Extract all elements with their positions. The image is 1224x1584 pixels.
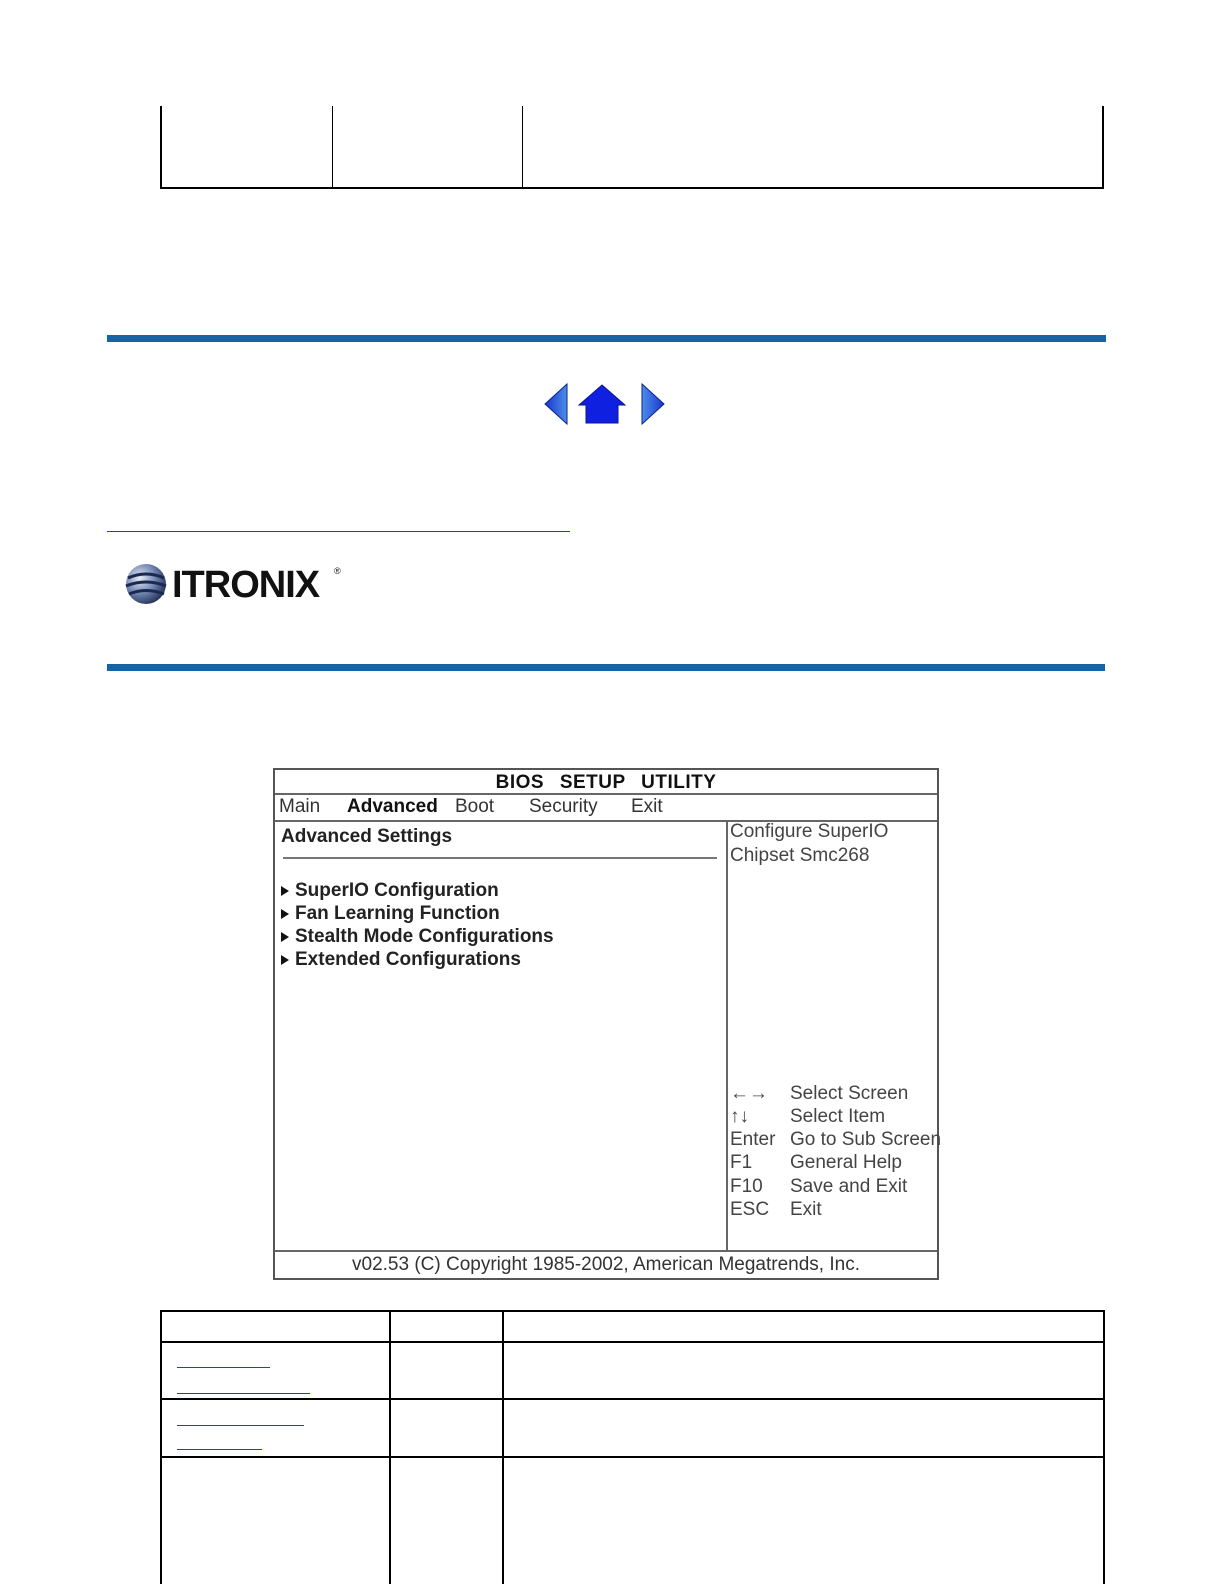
previous-page-button[interactable] xyxy=(543,383,569,425)
logo-wordmark: ITRONIX xyxy=(172,564,320,606)
help-text-line: Configure SuperIO xyxy=(730,821,889,842)
menu-main[interactable]: Main xyxy=(279,796,321,817)
top-table-fragment xyxy=(160,106,1104,189)
item-extended-configurations[interactable] xyxy=(281,949,521,971)
itronix-logo xyxy=(124,560,354,608)
key-description: Exit xyxy=(790,1199,822,1220)
panel-divider xyxy=(726,820,728,1250)
key-label: Enter xyxy=(730,1129,776,1150)
table-border xyxy=(160,1310,162,1584)
table-column-divider xyxy=(332,106,333,187)
home-button[interactable] xyxy=(578,384,626,424)
section-title: Advanced Settings xyxy=(281,826,453,847)
arrow-right-icon xyxy=(640,383,666,425)
menu-advanced[interactable]: Advanced xyxy=(347,796,438,817)
section-rule xyxy=(283,857,717,859)
home-icon xyxy=(578,384,626,424)
item-fan-learning-function[interactable] xyxy=(281,903,500,925)
submenu-arrow-icon xyxy=(281,909,289,919)
divider xyxy=(275,793,937,795)
key-label: ESC xyxy=(730,1199,770,1220)
divider xyxy=(275,1250,937,1252)
table-border xyxy=(502,1310,504,1584)
key-label: ↑↓ xyxy=(730,1106,749,1127)
key-description: Go to Sub Screen xyxy=(790,1129,942,1150)
key-description: General Help xyxy=(790,1152,902,1173)
item-superio-configuration[interactable] xyxy=(281,880,499,902)
menu-exit[interactable]: Exit xyxy=(631,796,663,817)
table-border xyxy=(1103,1310,1105,1584)
submenu-arrow-icon xyxy=(281,932,289,942)
item-label: SuperIO Configuration xyxy=(295,880,499,901)
header-rule xyxy=(107,335,1106,342)
help-text-line: Chipset Smc268 xyxy=(730,845,870,866)
item-label: Stealth Mode Configurations xyxy=(295,926,554,947)
submenu-arrow-icon xyxy=(281,955,289,965)
table-border xyxy=(160,1310,1105,1312)
arrow-left-icon xyxy=(543,383,569,425)
next-page-button[interactable] xyxy=(640,383,666,425)
item-stealth-mode-configurations[interactable] xyxy=(281,926,554,948)
table-column-divider xyxy=(522,106,523,187)
item-label: Extended Configurations xyxy=(295,949,521,970)
menu-boot[interactable]: Boot xyxy=(455,796,495,817)
key-description: Select Screen xyxy=(790,1083,909,1104)
globe-icon xyxy=(124,560,172,608)
key-description: Select Item xyxy=(790,1106,886,1127)
header-link[interactable] xyxy=(107,531,570,532)
menu-security[interactable]: Security xyxy=(529,796,598,817)
table-row-link[interactable] xyxy=(177,1393,310,1394)
settings-table xyxy=(160,1310,1105,1584)
table-border xyxy=(389,1310,391,1584)
bios-setup-screenshot xyxy=(273,768,942,1280)
table-border xyxy=(160,1398,1105,1400)
key-label: F10 xyxy=(730,1176,763,1197)
table-row-link[interactable] xyxy=(177,1449,262,1450)
table-border xyxy=(160,1456,1105,1458)
table-border xyxy=(160,1341,1105,1343)
header-rule-bottom xyxy=(107,664,1105,671)
key-label: ←→ xyxy=(730,1083,768,1104)
bios-copyright: v02.53 (C) Copyright 1985-2002, American Megatrends, Inc. xyxy=(352,1254,860,1275)
table-row-link[interactable] xyxy=(177,1367,270,1368)
key-label: F1 xyxy=(730,1152,753,1173)
item-label: Fan Learning Function xyxy=(295,903,500,924)
table-row-link[interactable] xyxy=(177,1425,304,1426)
registered-mark: ® xyxy=(334,566,341,576)
submenu-arrow-icon xyxy=(281,886,289,896)
key-description: Save and Exit xyxy=(790,1176,908,1197)
bios-title: BIOS SETUP UTILITY xyxy=(495,772,717,793)
